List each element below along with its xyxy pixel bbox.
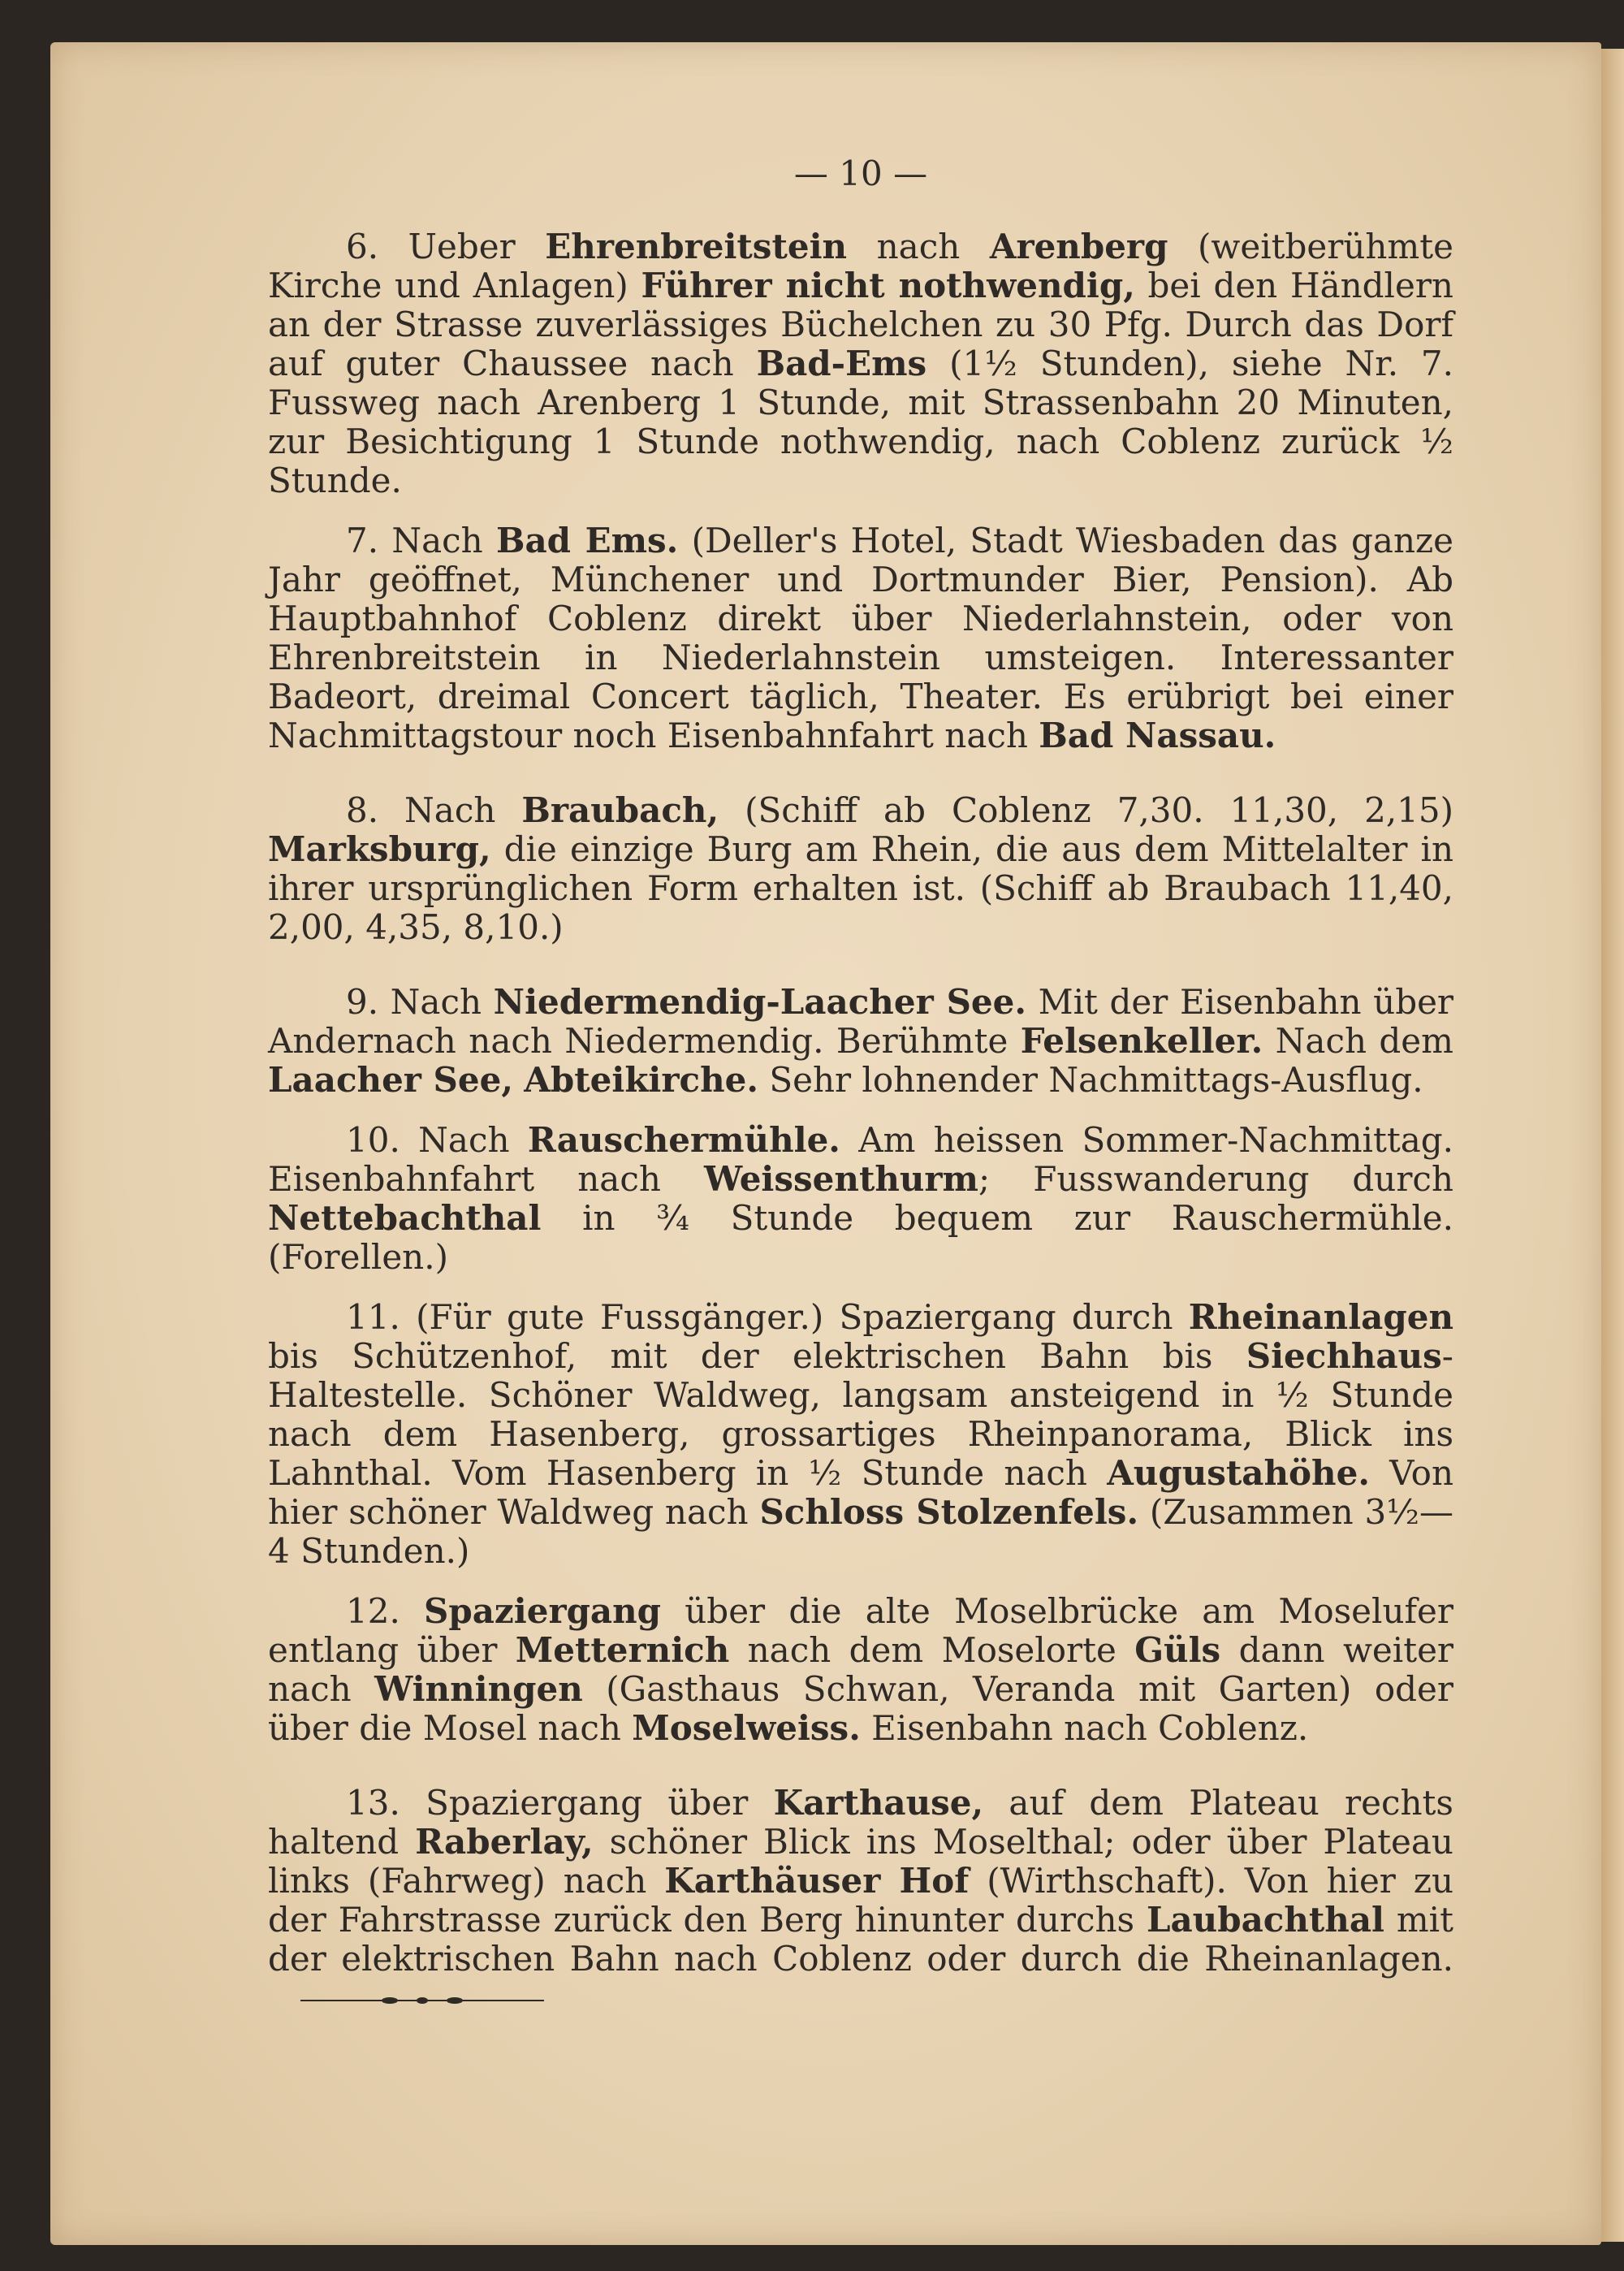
place-name: Bad Ems.: [495, 521, 679, 560]
place-name: Ehrenbreitstein: [545, 227, 848, 266]
text-run: bei den Händlern an der Strasse zuverlässiges Büchelchen zu 30 Pfg. Durch das Dorf auf guter Chaussee nach: [268, 266, 1453, 383]
text-run: dann weiter nach: [268, 1630, 1454, 1709]
place-name: Güls: [1134, 1630, 1221, 1670]
text-run: (weitberühmte Kirche und Anlagen): [268, 227, 1453, 305]
text-run: 6. Ueber: [346, 227, 546, 266]
text-run: (Wirthschaft). Von hier zu der Fahrstrasse zurück den Berg hinunter durchs: [268, 1861, 1453, 1940]
place-name: Raberlay,: [415, 1822, 594, 1862]
text-run: (Zusammen 3½—4 Stunden.): [268, 1492, 1453, 1571]
entry-paragraph-13: [268, 1784, 1453, 2018]
text-run: Eisenbahn nach Coblenz.: [860, 1708, 1309, 1748]
place-name: Karthause,: [773, 1783, 984, 1823]
text-run: -Haltestelle. Schöner Waldweg, langsam ansteigend in ½ Stunde nach dem Hasenberg, grossartiges Rheinpanorama, Blick ins Lahnthal. Vom Hasenberg in ½ Stunde nach: [268, 1336, 1453, 1493]
place-name: Rheinanlagen: [1188, 1297, 1453, 1337]
place-name: Karthäuser Hof: [664, 1861, 970, 1901]
text-run: 12.: [346, 1591, 424, 1631]
place-name: Marksburg,: [268, 829, 491, 869]
entry-paragraph-10: [268, 1121, 1453, 1277]
place-name: Moselweiss.: [632, 1708, 861, 1748]
next-page-edge: [1601, 49, 1624, 2242]
place-name: Bad Nassau.: [1039, 716, 1276, 755]
text-run: in ¾ Stunde bequem zur Rauschermühle. (Forellen.): [268, 1198, 1453, 1277]
place-name: Laubachthal: [1146, 1900, 1385, 1940]
page-content: [268, 154, 1453, 2039]
text-run: die einzige Burg am Rhein, die aus dem Mittelalter in ihrer ursprünglichen Form erhalten ist. (Schiff ab Braubach 11,40, 2,00, 4,35, 8,10.): [268, 829, 1453, 947]
text-run: Nach dem: [1263, 1021, 1453, 1061]
text-run: nach: [847, 227, 990, 266]
entry-paragraph-8: [268, 791, 1453, 947]
page-number: — 10 —: [793, 154, 928, 193]
text-run: Am heissen Sommer-Nachmittag. Eisenbahnfahrt nach: [268, 1120, 1453, 1199]
paragraph-list: [268, 227, 1453, 2018]
place-name: Winningen: [374, 1669, 583, 1709]
text-run: schöner Blick ins Moselthal; oder über Plateau links (Fahrweg) nach: [268, 1822, 1453, 1901]
place-name: Bad-Ems: [756, 344, 927, 383]
place-name: Siechhaus: [1246, 1336, 1442, 1376]
text-run: 10. Nach: [346, 1120, 528, 1160]
place-name: Arenberg: [989, 227, 1168, 266]
text-run: (Gasthaus Schwan, Veranda mit Garten) oder über die Mosel nach: [268, 1669, 1453, 1748]
text-run: 9. Nach: [346, 982, 494, 1022]
text-run: auf dem Plateau rechts haltend: [268, 1783, 1453, 1862]
place-name: Niedermendig-Laacher See.: [493, 982, 1026, 1022]
text-run: nach dem Moselorte: [729, 1630, 1135, 1670]
entry-paragraph-11: [268, 1298, 1453, 1571]
text-run: bis Schützenhof, mit der elektrischen Bahn bis: [268, 1336, 1246, 1376]
text-run: Von hier schöner Waldweg nach: [268, 1453, 1453, 1532]
text-run: Sehr lohnender Nachmittags-Ausflug.: [758, 1060, 1423, 1100]
place-name: Augustahöhe.: [1107, 1453, 1370, 1493]
text-run: 11. (Für gute Fussgänger.) Spaziergang durch: [346, 1297, 1189, 1337]
text-run: Mit der Eisenbahn über Andernach nach Niedermendig. Berühmte: [268, 982, 1454, 1061]
entry-paragraph-12: [268, 1592, 1453, 1748]
place-name: Führer nicht nothwendig,: [641, 266, 1135, 305]
text-run: (1½ Stunden), siehe Nr. 7. Fussweg nach Arenberg 1 Stunde, mit Strassenbahn 20 Minuten, zur Besichtigung 1 Stunde nothwendig, nach Coblenz zurück ½ Stunde.: [268, 344, 1453, 500]
place-name: Nettebachthal: [268, 1198, 542, 1238]
place-name: Abteikirche.: [524, 1060, 758, 1100]
entry-paragraph-6: [268, 227, 1453, 500]
place-name: Laacher See,: [268, 1060, 513, 1100]
text-run: [513, 1060, 524, 1100]
place-name: Felsenkeller.: [1020, 1021, 1263, 1061]
text-run: 8. Nach: [346, 790, 522, 830]
text-run: ; Fusswanderung durch: [978, 1159, 1453, 1199]
place-name: Spaziergang: [424, 1591, 662, 1631]
place-name: Weissenthurm: [703, 1159, 978, 1199]
end-ornament: [300, 1992, 544, 2009]
text-run: über die alte Moselbrücke am Moselufer entlang über: [268, 1591, 1453, 1670]
place-name: Metternich: [515, 1630, 730, 1670]
text-run: 7. Nach: [346, 521, 496, 560]
place-name: Rauschermühle.: [527, 1120, 840, 1160]
place-name: Schloss Stolzenfels.: [759, 1492, 1139, 1532]
text-run: (Deller's Hotel, Stadt Wiesbaden das ganze Jahr geöffnet, Münchener und Dortmunder Bier, Pension). Ab Hauptbahnhof Coblenz direkt über Niederlahnstein, oder von Ehrenbreitstein in Niederlahnstein umsteigen. Interessanter Badeort, dreimal Concert täglich, Theater. Es erübrigt bei einer Nachmittagstour noch Eisenbahnfahrt nach: [268, 521, 1453, 755]
text-run: (Schiff ab Coblenz 7,30. 11,30, 2,15): [719, 790, 1453, 830]
text-run: 13. Spaziergang über: [346, 1783, 774, 1823]
place-name: Braubach,: [521, 790, 719, 830]
entry-paragraph-9: [268, 983, 1453, 1100]
entry-paragraph-7: [268, 521, 1453, 755]
text-run: mit der elektrischen Bahn nach Coblenz oder durch die Rheinanlagen.: [268, 1900, 1453, 1979]
